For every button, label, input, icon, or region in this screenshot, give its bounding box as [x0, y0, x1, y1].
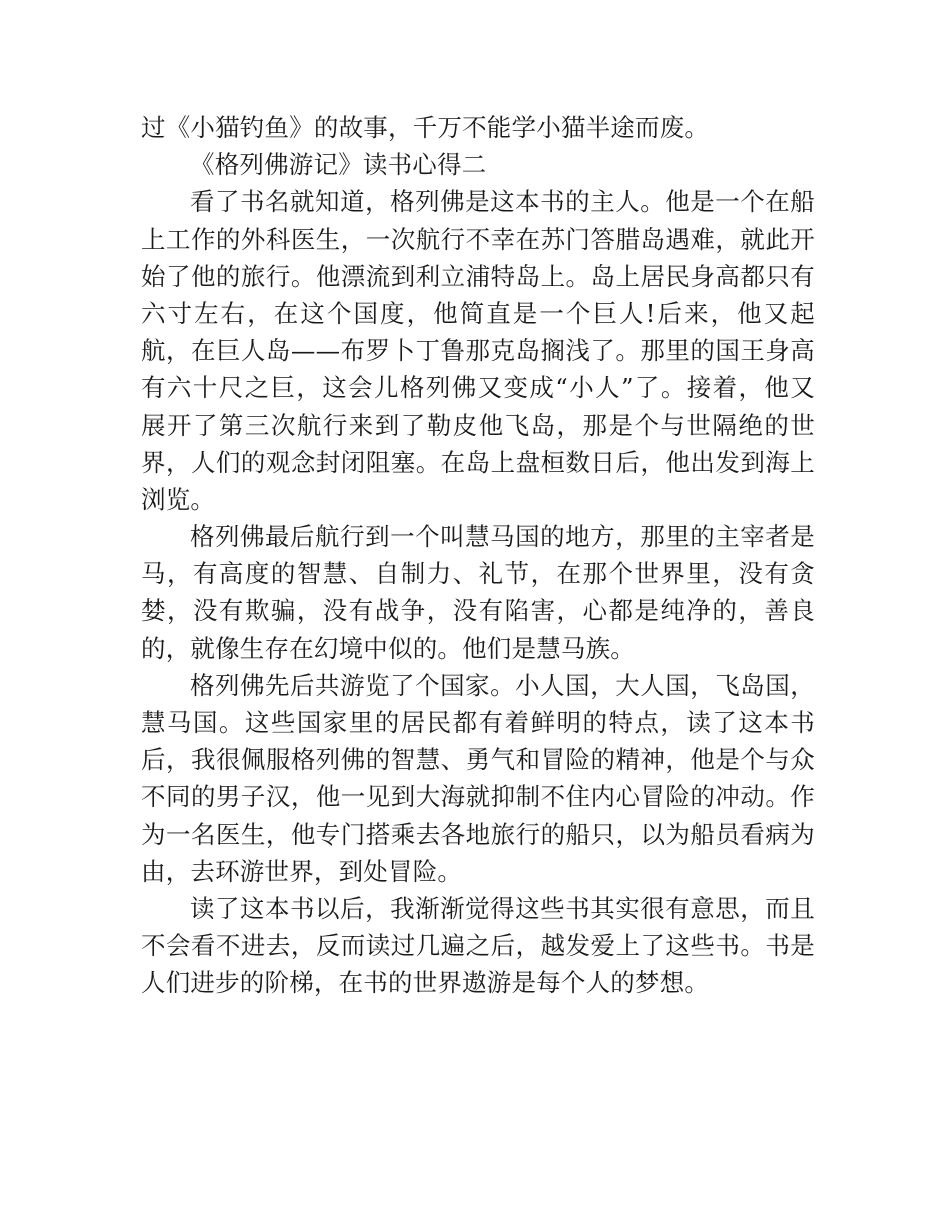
text-line: 过《小猫钓鱼》的故事，千万不能学小猫半途而废。	[141, 113, 710, 142]
text-line: 后，我很佩服格列佛的智慧、勇气和冒险的精神，他是个与众	[141, 745, 815, 775]
text-line: 不同的男子汉，他一见到大海就抑制不住内心冒险的冲动。作	[141, 782, 815, 812]
text-line: 有六十尺之巨，这会儿格列佛又变成“小人”了。接着，他又	[141, 373, 815, 403]
text-line: 展开了第三次航行来到了勒皮他飞岛，那是个与世隔绝的世	[141, 410, 815, 440]
text-line: 始了他的旅行。他漂流到利立浦特岛上。岛上居民身高都只有	[141, 261, 815, 291]
text-line: 《格列佛游记》读书心得二	[190, 150, 487, 180]
text-line: 读了这本书以后，我渐渐觉得这些书其实很有意思，而且	[190, 893, 815, 923]
text-line: 的，就像生存在幻境中似的。他们是慧马族。	[141, 633, 635, 663]
text-line: 马，有高度的智慧、自制力、礼节，在那个世界里，没有贪	[141, 559, 815, 589]
text-line: 航，在巨人岛——布罗卜丁鲁那克岛搁浅了。那里的国王身高	[141, 336, 815, 366]
text-line: 不会看不进去，反而读过几遍之后，越发爱上了这些书。书是	[141, 931, 815, 961]
text-line: 看了书名就知道，格列佛是这本书的主人。他是一个在船	[190, 187, 815, 217]
text-line: 格列佛最后航行到一个叫慧马国的地方，那里的主宰者是	[190, 522, 815, 552]
text-line: 浏览。	[141, 484, 216, 514]
text-line: 人们进步的阶梯，在书的世界遨游是每个人的梦想。	[141, 968, 710, 998]
text-line: 格列佛先后共游览了个国家。小人国，大人国，飞岛国，	[190, 670, 815, 700]
text-line: 上工作的外科医生，一次航行不幸在苏门答腊岛遇难，就此开	[141, 224, 815, 254]
text-line: 婪，没有欺骗，没有战争，没有陷害，心都是纯净的，善良	[141, 596, 815, 626]
text-line: 慧马国。这些国家里的居民都有着鲜明的特点，读了这本书	[141, 708, 815, 737]
document-body	[141, 109, 815, 1002]
text-line: 六寸左右，在这个国度，他简直是一个巨人!后来，他又起	[141, 298, 815, 328]
text-line: 由，去环游世界，到处冒险。	[141, 856, 463, 886]
text-line: 为一名医生，他专门搭乘去各地旅行的船只，以为船员看病为	[141, 819, 815, 849]
text-line: 界，人们的观念封闭阻塞。在岛上盘桓数日后，他出发到海上	[141, 447, 815, 477]
